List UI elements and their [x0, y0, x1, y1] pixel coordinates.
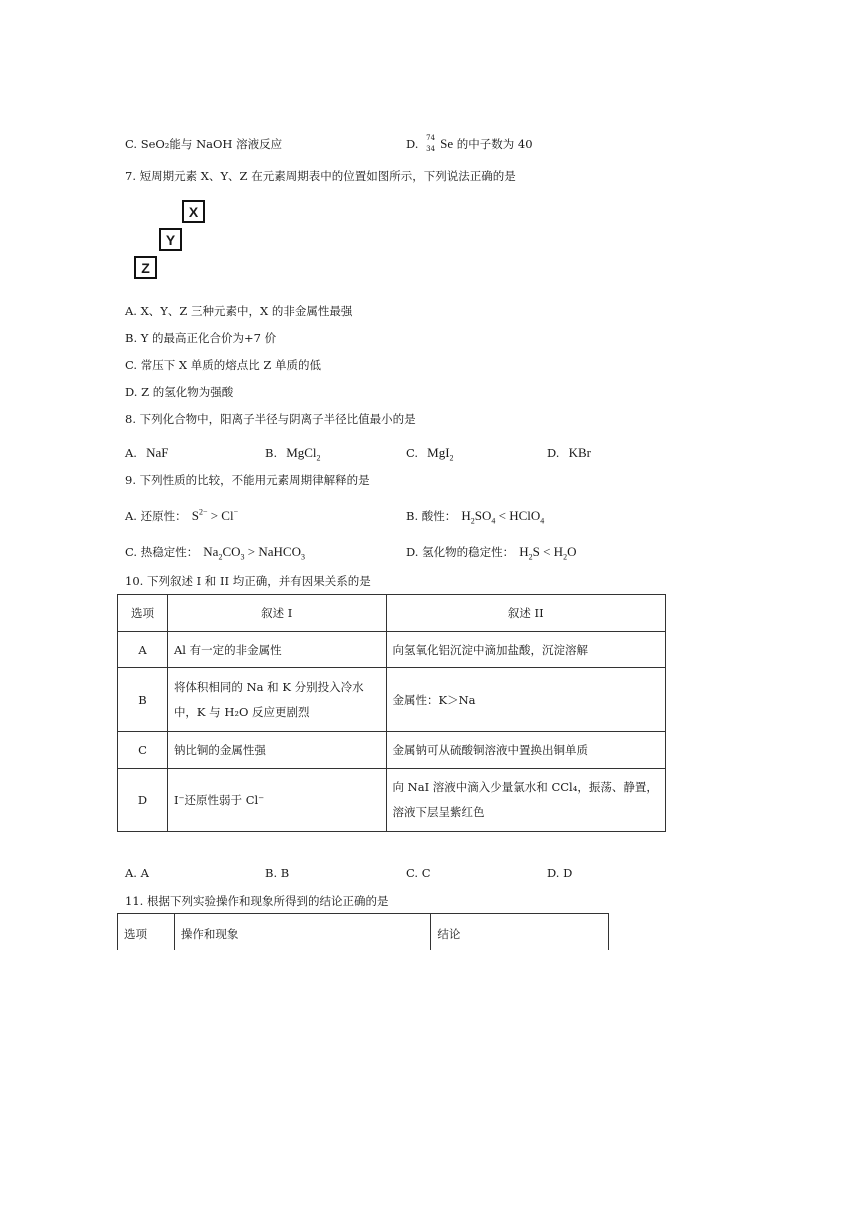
formula: [427, 445, 454, 463]
header-conclusion: 结论: [431, 914, 609, 951]
q10-answer-d: D. D: [547, 866, 573, 880]
subscript: 2: [470, 516, 475, 526]
q11-table-clip: [117, 913, 609, 950]
q10-table: [117, 594, 666, 832]
q7-stem: 7. 短周期元素 X、Y、Z 在元素周期表中的位置如图所示，下列说法正确的是: [125, 169, 516, 183]
option-label: B. 酸性：: [406, 509, 457, 523]
q9-option-a: [125, 505, 238, 524]
symbol: H: [461, 508, 471, 523]
subscript: 3: [300, 552, 305, 562]
q8-option-a: [125, 442, 168, 461]
option-label: D. 氢化物的稳定性：: [406, 545, 515, 559]
q10-answer-c: C. C: [406, 866, 431, 880]
formula: KBr: [568, 445, 591, 460]
row-statement-1: I⁻还原性弱于 Cl⁻: [167, 769, 386, 832]
subscript: 2: [563, 552, 568, 562]
q6-option-d-label: D.: [406, 137, 419, 151]
q9-option-d: [406, 541, 576, 560]
row-statement-2: 金属钠可从硫酸铜溶液中置换出铜单质: [386, 732, 665, 769]
formula-sub: 2: [316, 453, 321, 463]
formula: [203, 544, 305, 562]
cell-x: X: [182, 200, 205, 223]
row-option: B: [118, 668, 168, 732]
option-label: A. 还原性：: [125, 509, 187, 523]
formula: NaF: [146, 445, 169, 460]
table-row: [118, 769, 666, 832]
subscript: 3: [240, 552, 245, 562]
row-option: C: [118, 732, 168, 769]
formula: [286, 445, 321, 463]
row-statement-1: 钠比铜的金属性强: [167, 732, 386, 769]
table-header-row: [118, 914, 609, 951]
subscript: 4: [491, 516, 496, 526]
q10-answer-a: A. A: [125, 866, 149, 880]
row-statement-2: 向 NaI 溶液中滴入少量氯水和 CCl₄，振荡、静置，溶液下层呈紫红色: [386, 769, 665, 832]
table-header-row: [118, 595, 666, 632]
subscript: 2: [528, 552, 533, 562]
q7-option-a: A. X、Y、Z 三种元素中，X 的非金属性最强: [125, 304, 353, 318]
header-option: 选项: [118, 914, 175, 951]
symbol: H: [519, 544, 529, 559]
formula-main: MgI: [427, 445, 450, 460]
q8-option-d: [547, 442, 591, 461]
q9-stem: 9. 下列性质的比较，不能用元素周期律解释的是: [125, 473, 370, 487]
table-row: [118, 732, 666, 769]
symbol: Na: [203, 544, 219, 559]
header-statement-2: 叙述 II: [386, 595, 665, 632]
q7-option-d: D. Z 的氢化物为强酸: [125, 385, 234, 399]
q10-stem: 10. 下列叙述 I 和 II 均正确，并有因果关系的是: [125, 574, 371, 588]
cell-z: Z: [134, 256, 157, 279]
q10-answer-b: B. B: [265, 866, 290, 880]
option-label: A.: [125, 446, 137, 460]
q8-option-c: [406, 442, 454, 461]
row-statement-2: 向氢氧化铝沉淀中滴加盐酸，沉淀溶解: [386, 632, 665, 668]
q11-table: [117, 913, 609, 950]
option-label: B.: [265, 446, 278, 460]
row-statement-1: Al 有一定的非金属性: [167, 632, 386, 668]
symbol: SO: [474, 508, 492, 523]
q6-option-c: C. SeO₂能与 NaOH 溶液反应: [125, 137, 283, 151]
comparison: > NaHCO: [244, 544, 301, 559]
q6-option-d: [406, 136, 533, 152]
q9-option-c: [125, 541, 305, 560]
q7-option-b: B. Y 的最高正化合价为+7 价: [125, 331, 277, 345]
option-label: D.: [547, 446, 560, 460]
table-row: [118, 668, 666, 732]
row-statement-2: 金属性：K＞Na: [386, 668, 665, 732]
mass-number: 74: [426, 134, 436, 142]
charge: −: [233, 507, 239, 517]
formula: [519, 544, 577, 562]
comparison: < HClO: [495, 508, 541, 523]
row-option: D: [118, 769, 168, 832]
q6-option-d-text: 的中子数为 40: [456, 137, 533, 151]
q7-option-c: C. 常压下 X 单质的熔点比 Z 单质的低: [125, 358, 321, 372]
table-row: [118, 632, 666, 668]
atomic-number: 34: [426, 145, 436, 153]
option-label: C.: [406, 446, 419, 460]
formula: [461, 508, 545, 526]
formula-sub: 2: [449, 453, 454, 463]
row-option: A: [118, 632, 168, 668]
element-symbol: Se: [440, 136, 454, 151]
nuclide-notation: [426, 134, 440, 153]
charge: 2−: [198, 507, 208, 517]
option-label: C. 热稳定性：: [125, 545, 199, 559]
q9-option-b: [406, 505, 544, 524]
header-statement-1: 叙述 I: [167, 595, 386, 632]
subscript: 2: [218, 552, 223, 562]
q8-option-b: [265, 442, 321, 461]
subscript: 4: [540, 516, 545, 526]
header-option: 选项: [118, 595, 168, 632]
header-operation: 操作和现象: [174, 914, 430, 951]
formula: [192, 508, 238, 523]
cell-y: Y: [159, 228, 182, 251]
formula-main: MgCl: [286, 445, 317, 460]
symbol: CO: [222, 544, 241, 559]
q8-stem: 8. 下列化合物中，阳离子半径与阴离子半径比值最小的是: [125, 412, 416, 426]
q11-stem: 11. 根据下列实验操作和现象所得到的结论正确的是: [125, 894, 389, 908]
comparison: > Cl: [207, 508, 234, 523]
comparison: S < H: [532, 544, 564, 559]
symbol: O: [567, 544, 577, 559]
row-statement-1: 将体积相同的 Na 和 K 分别投入冷水中，K 与 H₂O 反应更剧烈: [167, 668, 386, 732]
symbol: S: [191, 508, 199, 523]
